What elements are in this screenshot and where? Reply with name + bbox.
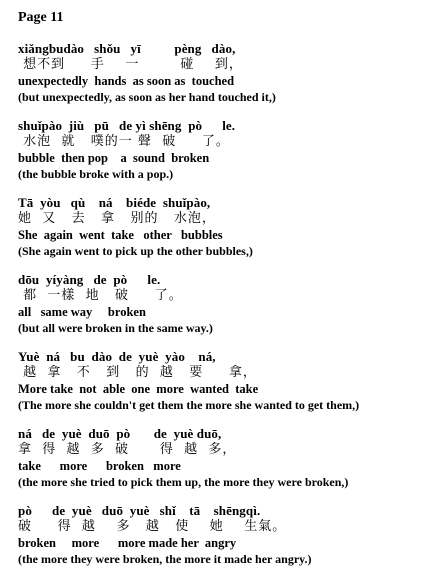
chinese-line: 水泡 就 噗的一 聲 破 了。 xyxy=(18,134,230,149)
pinyin-line: pò de yuè duō yuè shǐ tā shēngqì. xyxy=(18,503,261,518)
chinese-line: 越 拿 不 到 的 越 要 拿， xyxy=(18,365,257,380)
pinyin-line: dōu yíyàng de pò le. xyxy=(18,272,161,287)
chinese-line: 想不到 手 一 碰 到， xyxy=(18,57,243,72)
sentence-block xyxy=(18,194,418,259)
pinyin-line: xiǎngbudào shǒu yī pèng dào, xyxy=(18,41,236,56)
chinese-line: 破 得 越 多 越 使 她 生氣。 xyxy=(18,519,287,534)
translation-line: (She again went to pick up the other bubbles,) xyxy=(18,244,253,258)
word-gloss-line: broken more more made her angry xyxy=(18,536,237,550)
word-gloss-line: bubble then pop a sound broken xyxy=(18,151,210,165)
pinyin-line: shuǐpào jiù pū de yì shēng pò le. xyxy=(18,118,236,133)
page-number: Page 11 xyxy=(18,10,64,25)
sentence-block xyxy=(18,117,418,182)
word-gloss-line: She again went take other bubbles xyxy=(18,228,223,242)
chinese-line: 她 又 去 拿 别的 水泡， xyxy=(18,211,216,226)
translation-line: (The more she couldn't get them the more she wanted to get them,) xyxy=(18,398,360,412)
chinese-line: 都 一樣 地 破 了。 xyxy=(18,288,183,303)
pinyin-line: ná de yuè duō pò de yuè duō, xyxy=(18,426,222,441)
pinyin-line: Tā yòu qù ná biéde shuǐpào, xyxy=(18,195,211,210)
chinese-line: 拿 得 越 多 破 得 越 多， xyxy=(18,442,237,457)
translation-line: (the bubble broke with a pop.) xyxy=(18,167,174,181)
translation-line: (but all were broken in the same way.) xyxy=(18,321,213,335)
translation-line: (the more she tried to pick them up, the more they were broken,) xyxy=(18,475,349,489)
word-gloss-line: unexpectedly hands as soon as touched xyxy=(18,74,235,88)
pinyin-line: Yuè ná bu dào de yuè yào ná, xyxy=(18,349,216,364)
word-gloss-line: all same way broken xyxy=(18,305,146,319)
sentence-block xyxy=(18,40,418,105)
translation-line: (but unexpectedly, as soon as her hand touched it,) xyxy=(18,90,276,104)
word-gloss-line: take more broken more xyxy=(18,459,181,473)
sentence-block xyxy=(18,502,418,567)
sentence-block xyxy=(18,425,418,490)
translation-line: (the more they were broken, the more it made her angry.) xyxy=(18,552,312,566)
word-gloss-line: More take not able one more wanted take xyxy=(18,382,259,396)
sentence-block xyxy=(18,348,418,413)
sentence-block xyxy=(18,271,418,336)
